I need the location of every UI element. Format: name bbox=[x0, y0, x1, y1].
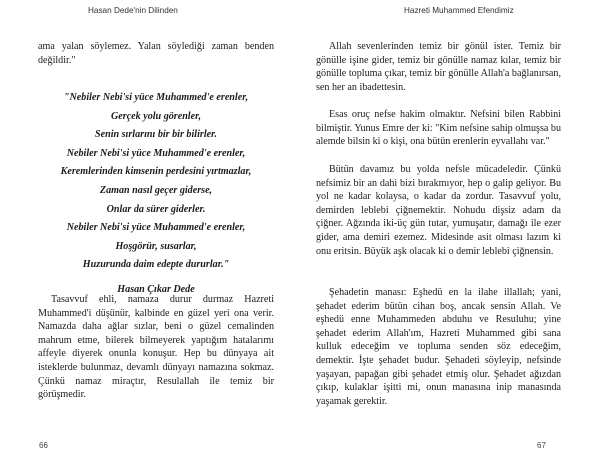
right-page bbox=[300, 0, 600, 463]
left-top-text bbox=[38, 40, 274, 67]
running-header-left: Hasan Dede'nin Dilinden bbox=[88, 6, 178, 15]
running-header-right: Hazreti Muhammed Efendimiz bbox=[404, 6, 514, 15]
poem-line: Huzurunda daim edepte dururlar." bbox=[82, 259, 230, 271]
page-number-left: 66 bbox=[39, 441, 48, 450]
paragraph: Allah sevenlerinden temiz bir gönül ister. Temiz bir gönülle işine gider, temiz bir gönülle namaz kılar, temiz bir gönülle topluma çıkar, temiz bir gönülle Allah'a bağlanırsan, sen her an ibadettesin. bbox=[316, 41, 561, 93]
paragraph: Tasavvuf ehli, namaza durur durmaz Hazreti Muhammed'i düşünür, kalbinde en güzel yeri ona verir. Namazda daha ağlar sızlar, beni o güzel cemalinden mahrum etme, bilerek bilmeyerek yaptığım hatalarımı affeyle diyerek onunla konuşur. Hep bu dünyaya ait isteklerde bulunmaz, devamlı dünyayı namazına sokmaz. Çünkü namaz miraçtır, Resulallah ile temiz bir görüşmedir. bbox=[38, 294, 274, 401]
right-text-1 bbox=[316, 40, 561, 94]
poem-line: Zaman nasıl geçer giderse, bbox=[99, 184, 213, 196]
poem-line: Onlar da sürer giderler. bbox=[106, 203, 206, 215]
paragraph: Esas oruç nefse hakim olmaktır. Nefsini bilen Rabbini bilmiştir. Yunus Emre der ki: "Kim nefsine sahip olmuşsa bu alemde bilsin ki o kişi, ona bütün erenlerin eyvallahı var." bbox=[316, 109, 561, 148]
page-number-right: 67 bbox=[537, 441, 546, 450]
poem-block bbox=[38, 89, 274, 300]
left-bottom-text bbox=[38, 293, 274, 402]
poem-line: Hoşgörür, susarlar, bbox=[115, 240, 197, 252]
poem-line: Nebiler Nebi'si yüce Muhammed'e erenler, bbox=[66, 147, 246, 159]
poem-line: Senin sırlarını bir bir bilirler. bbox=[94, 129, 217, 141]
right-text-2 bbox=[316, 108, 561, 149]
right-text-3 bbox=[316, 163, 561, 258]
poem-line: Nebiler Nebi'si yüce Muhammed'e erenler, bbox=[66, 222, 246, 234]
right-text-4 bbox=[316, 286, 561, 408]
poem-author: Hasan Çıkar Dede bbox=[117, 283, 195, 295]
poem-line: Keremlerinden kimsenin perdesini yırtmazlar, bbox=[60, 166, 252, 178]
paragraph: ama yalan söylemez. Yalan söylediği zaman benden değildir." bbox=[38, 41, 274, 66]
poem-line: "Nebiler Nebi'si yüce Muhammed'e erenler, bbox=[63, 92, 249, 103]
poem-line: Gerçek yolu görenler, bbox=[111, 110, 201, 122]
paragraph: Bütün davamız bu yolda nefsle mücadeledir. Çünkü nefsimiz bir an dahi bizi bırakmıyor, hep o galip geliyor. Bu yol ne kadar kolaysa, o kadar da zordur. Tasavvuf yolu, demirden leblebi çiğnemektir. Nohudu dişsiz adam da çiğner. Ağzında iki-üç gün tutar, yumuşatır, damağı ile ezer gider, ama demiri ezemez. Midesinde asit olması lazım ki onu eritsin. Büyük aşk olacak ki o demir leblebi çiğnensin. bbox=[316, 164, 561, 257]
paragraph: Şehadetin manası: Eşhedü en la ilahe illallah; yani, şehadet ederim bütün cihan boş, ancak sensin Allah. Ve eşhedü enne Muhammeden abduhu ve Resuluhu; yine şehadet ederim Allah'ım, Hazreti Muhammed gibi sana kulluk edeceğim ve topluma senden söz edeceğim, demektir. İşte şehadet budur. Şehadeti söyleyip, nefsinde yaşayan, papağan gibi şehadet etmiş olur. Şehadet ağızdan çıkıp, kulaklar işitti mi, onun manasına inip manasında yaşamak gerektir. bbox=[316, 287, 561, 407]
